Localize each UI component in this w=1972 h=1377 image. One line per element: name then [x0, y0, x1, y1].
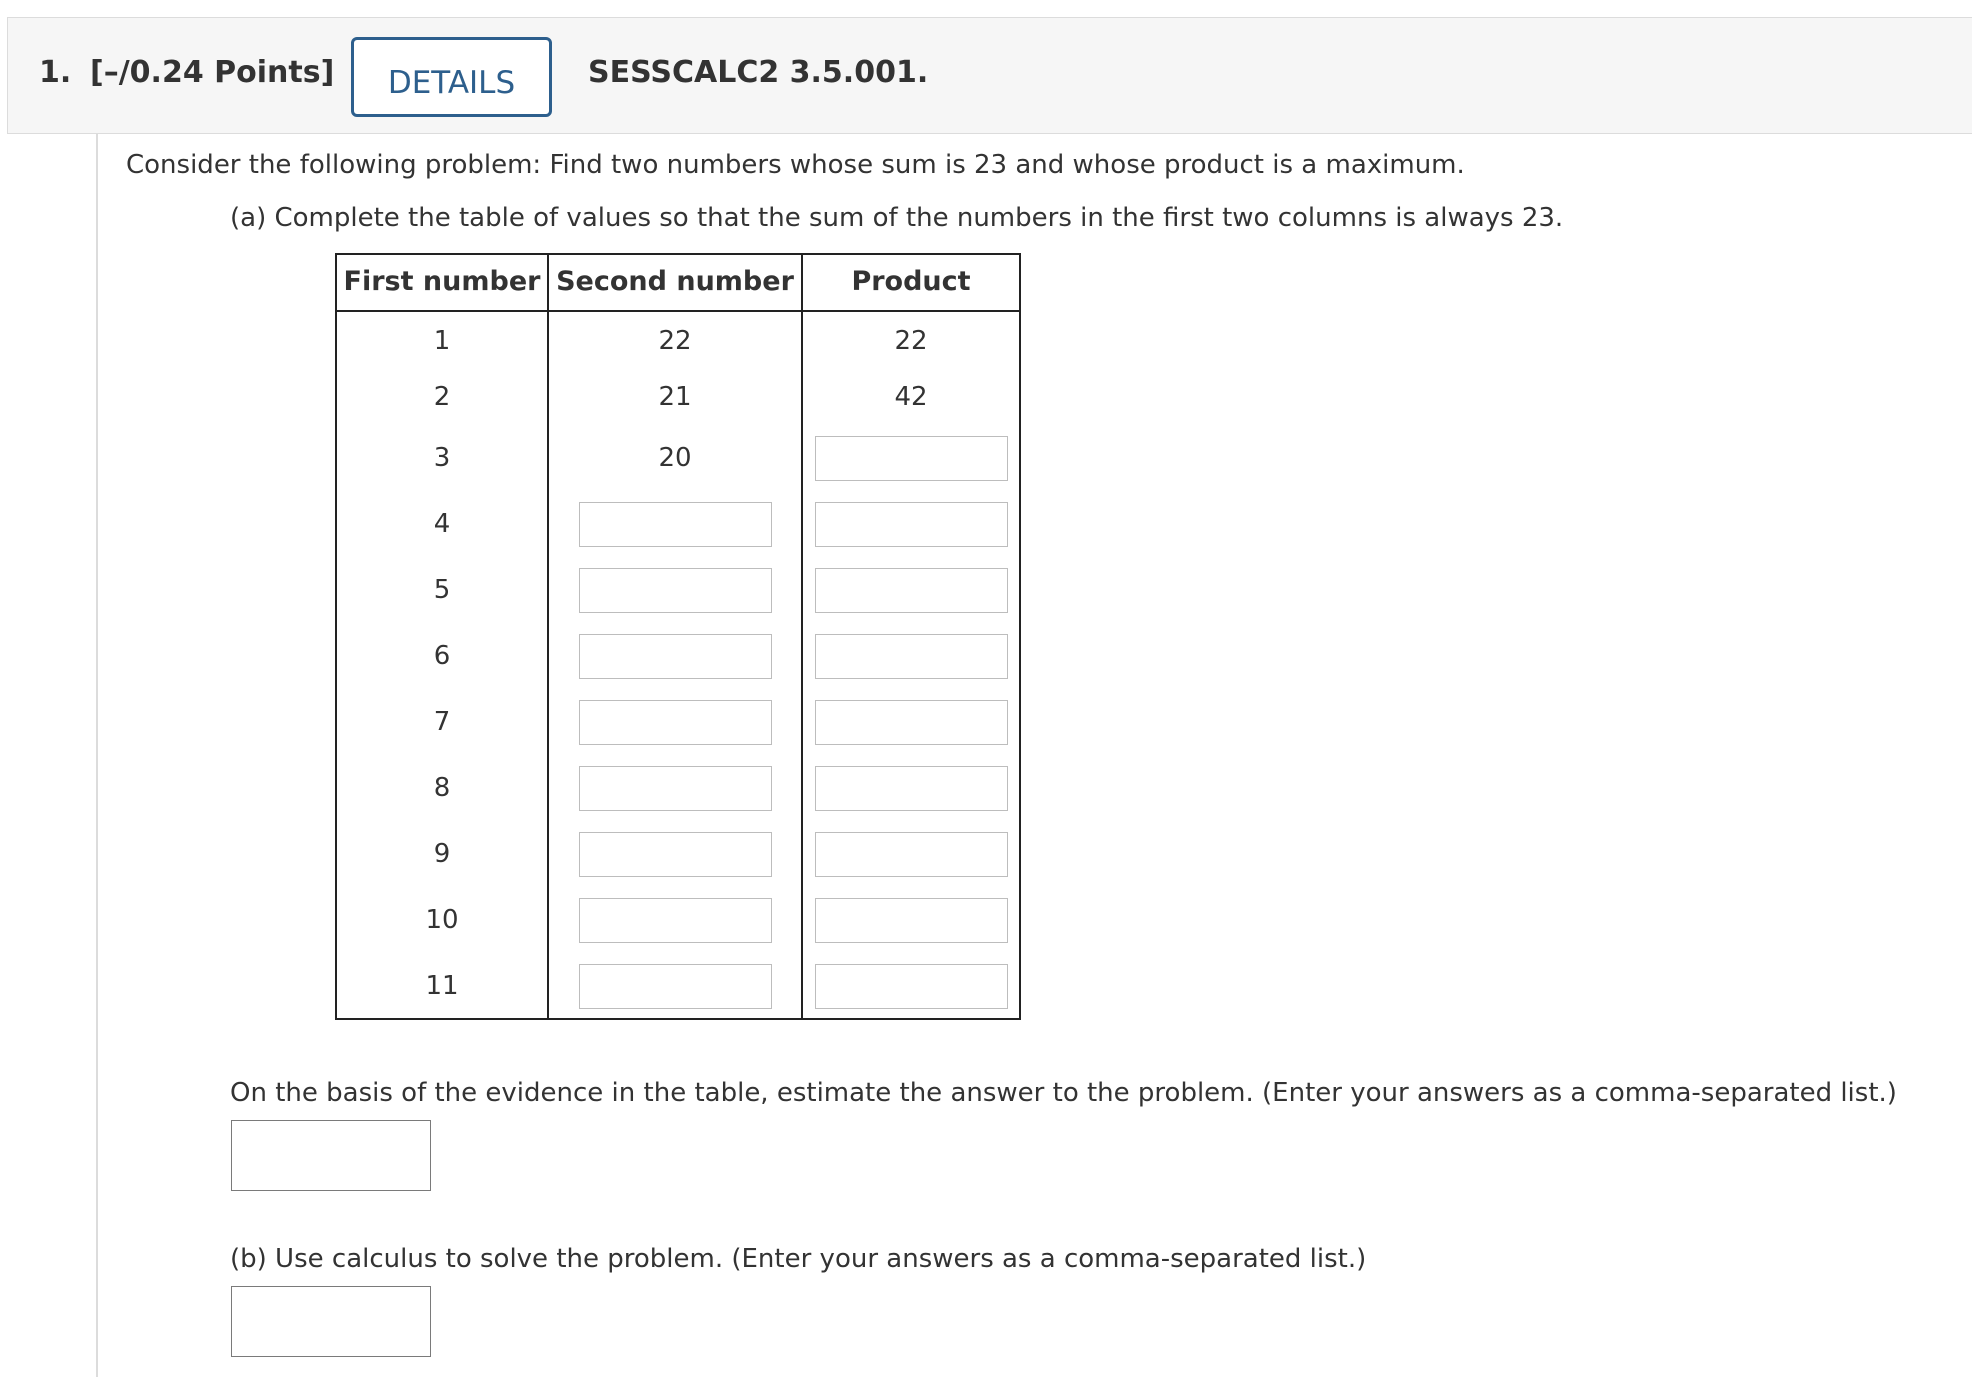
column-header-second-number: Second number — [556, 266, 794, 297]
second-number-cell: 22 — [658, 326, 692, 356]
product-input[interactable] — [815, 766, 1008, 811]
column-header-product: Product — [851, 266, 971, 297]
first-number-cell: 10 — [425, 905, 459, 935]
product-input[interactable] — [815, 964, 1008, 1009]
second-number-input[interactable] — [579, 502, 772, 547]
product-input[interactable] — [815, 832, 1008, 877]
second-number-input[interactable] — [579, 832, 772, 877]
product-input[interactable] — [815, 898, 1008, 943]
table-column-divider — [547, 253, 549, 1020]
first-number-cell: 6 — [433, 641, 451, 671]
first-number-cell: 2 — [433, 382, 451, 412]
question-header — [7, 17, 1972, 134]
column-header-first-number: First number — [343, 266, 541, 297]
first-number-cell: 3 — [433, 443, 451, 473]
first-number-cell: 4 — [433, 509, 451, 539]
product-input[interactable] — [815, 568, 1008, 613]
product-input[interactable] — [815, 502, 1008, 547]
question-number: 1. — [39, 55, 72, 90]
second-number-input[interactable] — [579, 766, 772, 811]
first-number-cell: 8 — [433, 773, 451, 803]
second-number-input[interactable] — [579, 964, 772, 1009]
second-number-input[interactable] — [579, 634, 772, 679]
product-input[interactable] — [815, 436, 1008, 481]
second-number-input[interactable] — [579, 898, 772, 943]
first-number-cell: 1 — [433, 326, 451, 356]
second-number-cell: 21 — [658, 382, 692, 412]
question-reference: SESSCALC2 3.5.001. — [588, 55, 929, 90]
part-a-instruction: (a) Complete the table of values so that the sum of the numbers in the first two columns is always 23. — [230, 203, 1564, 233]
first-number-cell: 7 — [433, 707, 451, 737]
part-b-instruction: (b) Use calculus to solve the problem. (Enter your answers as a comma-separated list.) — [230, 1244, 1367, 1274]
details-button[interactable]: DETAILS — [351, 37, 552, 117]
second-number-input[interactable] — [579, 568, 772, 613]
question-left-border — [96, 134, 98, 1377]
values-table — [335, 253, 1021, 1020]
points-label: [–/0.24 Points] — [90, 55, 335, 90]
product-input[interactable] — [815, 634, 1008, 679]
product-cell: 22 — [894, 326, 928, 356]
table-column-divider — [801, 253, 803, 1020]
table-header-divider — [335, 310, 1021, 312]
first-number-cell: 9 — [433, 839, 451, 869]
second-number-cell: 20 — [658, 443, 692, 473]
product-cell: 42 — [894, 382, 928, 412]
first-number-cell: 11 — [425, 971, 459, 1001]
problem-statement: Consider the following problem: Find two numbers whose sum is 23 and whose product is a maximum. — [126, 150, 1465, 180]
calculus-answer-input[interactable] — [231, 1286, 431, 1357]
product-input[interactable] — [815, 700, 1008, 745]
estimate-prompt: On the basis of the evidence in the table, estimate the answer to the problem. (Enter your answers as a comma-separated list.) — [230, 1078, 1897, 1108]
estimate-answer-input[interactable] — [231, 1120, 431, 1191]
second-number-input[interactable] — [579, 700, 772, 745]
first-number-cell: 5 — [433, 575, 451, 605]
